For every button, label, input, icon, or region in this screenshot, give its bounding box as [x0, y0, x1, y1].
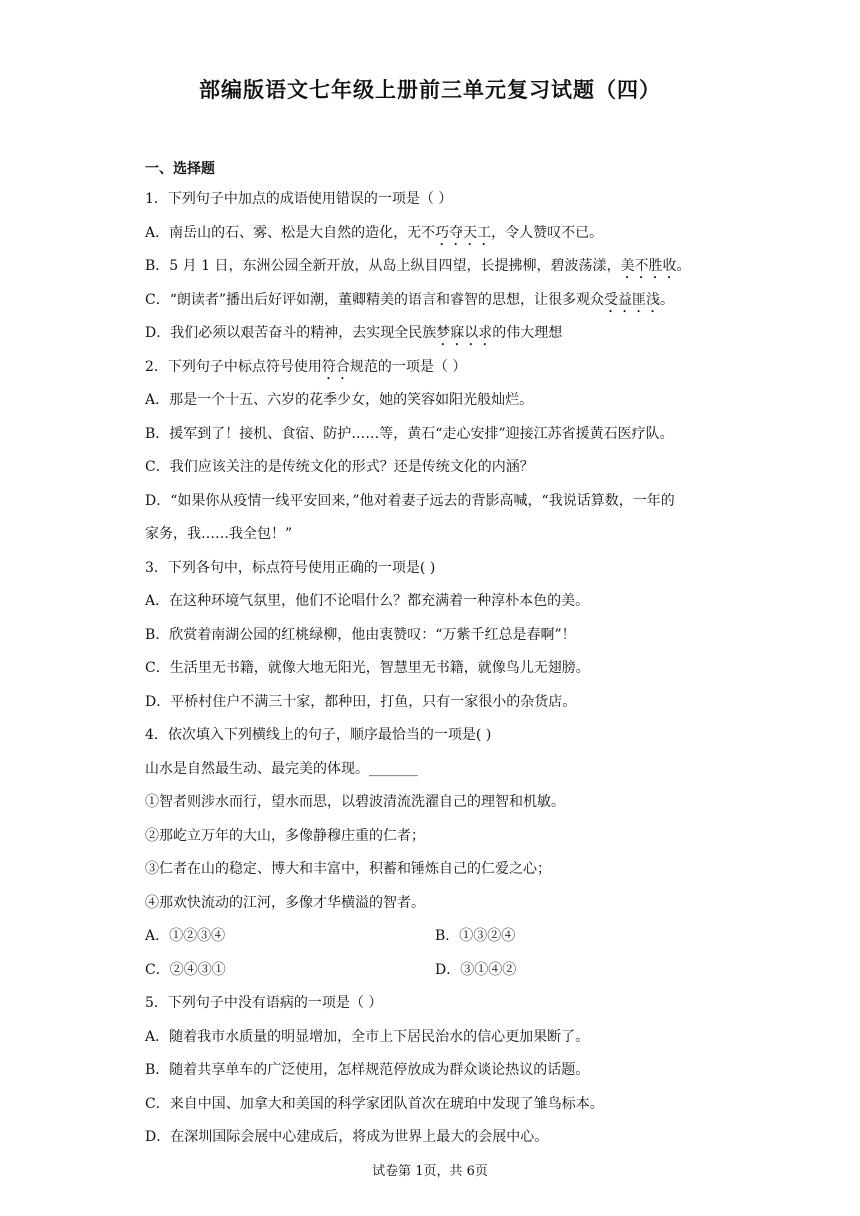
question-4-lead-sentence: 山水是自然最生动、最完美的体现。_______ [145, 760, 418, 777]
question-2-option-d-continued: 家务，我……我全包！” [145, 526, 293, 542]
question-list [145, 183, 725, 1155]
question-1-option-b [145, 250, 725, 284]
stem-text: 2．下列句子中标点符号使用 [145, 358, 322, 375]
question-1-stem: 1．下列句子中加点的成语使用错误的一项是（ ） [145, 191, 453, 207]
question-5-option-b: B．随着共享单车的广泛使用，怎样规范停放成为群众谈论热议的话题。 [145, 1062, 590, 1078]
question-5-option-c: C．来自中国、加拿大和美国的科学家团队首次在琥珀中发现了雏鸟标本。 [145, 1095, 604, 1112]
page-title: 部编版语文七年级上册前三单元复习试题（四） [199, 78, 661, 102]
emphasized-idiom: 受益匪浅 [604, 291, 661, 308]
question-3-option-a: A．在这种环境气氛里，他们不论唱什么？都充满着一种淳朴本色的美。 [145, 593, 590, 609]
section-heading: 一、选择题 [145, 161, 215, 177]
question-2-stem [145, 351, 725, 385]
question-3-stem: 3．下列各句中，标点符号使用正确的一项是( ) [145, 559, 436, 576]
question-2-option-d: D．“如果你从疫情一线平安回来，”他对着妻子远去的背影高喊，“我说话算数，一年的 [145, 492, 675, 509]
question-5-option-a: A．随着我市水质量的明显增加，全市上下居民治水的信心更加果断了。 [145, 1028, 590, 1045]
question-4-stem: 4．依次填入下列横线上的句子，顺序最恰当的一项是( ) [145, 727, 492, 743]
question-4-sentence-3: ③仁者在山的稳定、博大和丰富中，积蓄和锤炼自己的仁爱之心； [145, 861, 551, 877]
emphasized-idiom: 梦寐以求 [436, 325, 493, 341]
question-2-option-a: A．那是一个十五、六岁的花季少女，她的笑容如阳光般灿烂。 [145, 392, 534, 408]
question-3-option-c: C．生活里无书籍，就像大地无阳光，智慧里无书籍，就像鸟儿无翅膀。 [145, 660, 590, 676]
option-text: D．我们必须以艰苦奋斗的精神，去实现全民族 [145, 325, 437, 341]
question-5-stem: 5．下列句子中没有语病的一项是（ ） [145, 995, 383, 1011]
question-3-option-d: D．平桥村住户不满三十家，都种田，打鱼，只有一家很小的杂货店。 [145, 693, 577, 710]
question-1-option-d [145, 317, 725, 351]
question-1-option-a [145, 217, 725, 251]
option-text: 的伟大理想 [492, 325, 563, 341]
question-4-sentence-2: ②那屹立万年的大山，多像静穆庄重的仁者； [145, 827, 425, 844]
option-text: ，令人赞叹不已。 [491, 224, 604, 241]
option-text: 。 [676, 258, 691, 274]
stem-text: 规范的一项是（ ） [349, 358, 467, 375]
question-4-option-b: B．①③②④ [435, 928, 516, 944]
question-3-option-b: B．欣赏着南湖公园的红桃绿柳，他由衷赞叹：“万紫千红总是春啊”！ [145, 626, 576, 643]
question-2-option-b: B．援军到了！接机、食宿、防护……等，黄石“走心安排”迎接江苏省援黄石医疗队。 [145, 425, 674, 442]
question-4-options-row-2 [145, 954, 725, 988]
option-text: 。 [660, 291, 675, 308]
question-2-option-c: C．我们应该关注的是传统文化的形式？还是传统文化的内涵？ [145, 459, 534, 475]
page-footer: 试卷第 1页，共 6页 [372, 1164, 488, 1179]
option-text: C．“朗读者”播出后好评如潮，董卿精美的语言和睿智的思想，让很多观众 [145, 291, 605, 308]
question-5-option-d: D．在深圳国际会展中心建成后，将成为世界上最大的会展中心。 [145, 1129, 549, 1145]
question-4-sentence-1: ①智者则涉水而行，望水而思，以碧波清流洗濯自己的理智和机敏。 [145, 794, 565, 810]
option-text: B．5 月 1 日，东洲公园全新开放，从岛上纵目四望，长提拂柳，碧波荡漾， [145, 258, 621, 274]
question-4-options-row-1 [145, 920, 725, 954]
emphasized-idiom: 巧夺天工 [435, 224, 492, 241]
emphasized-idiom: 美不胜收 [620, 258, 677, 274]
question-4-option-c: C．②④③① [145, 961, 226, 978]
question-4-option-a: A．①②③④ [145, 928, 226, 944]
option-text: A．南岳山的石、雾、松是大自然的造化，无不 [145, 224, 436, 241]
question-1-option-c [145, 284, 725, 318]
question-4-sentence-4: ④那欢快流动的江河，多像才华横溢的智者。 [145, 894, 425, 911]
question-4-option-d: D．③①④② [435, 961, 517, 978]
emphasized-word: 符合 [321, 358, 350, 375]
